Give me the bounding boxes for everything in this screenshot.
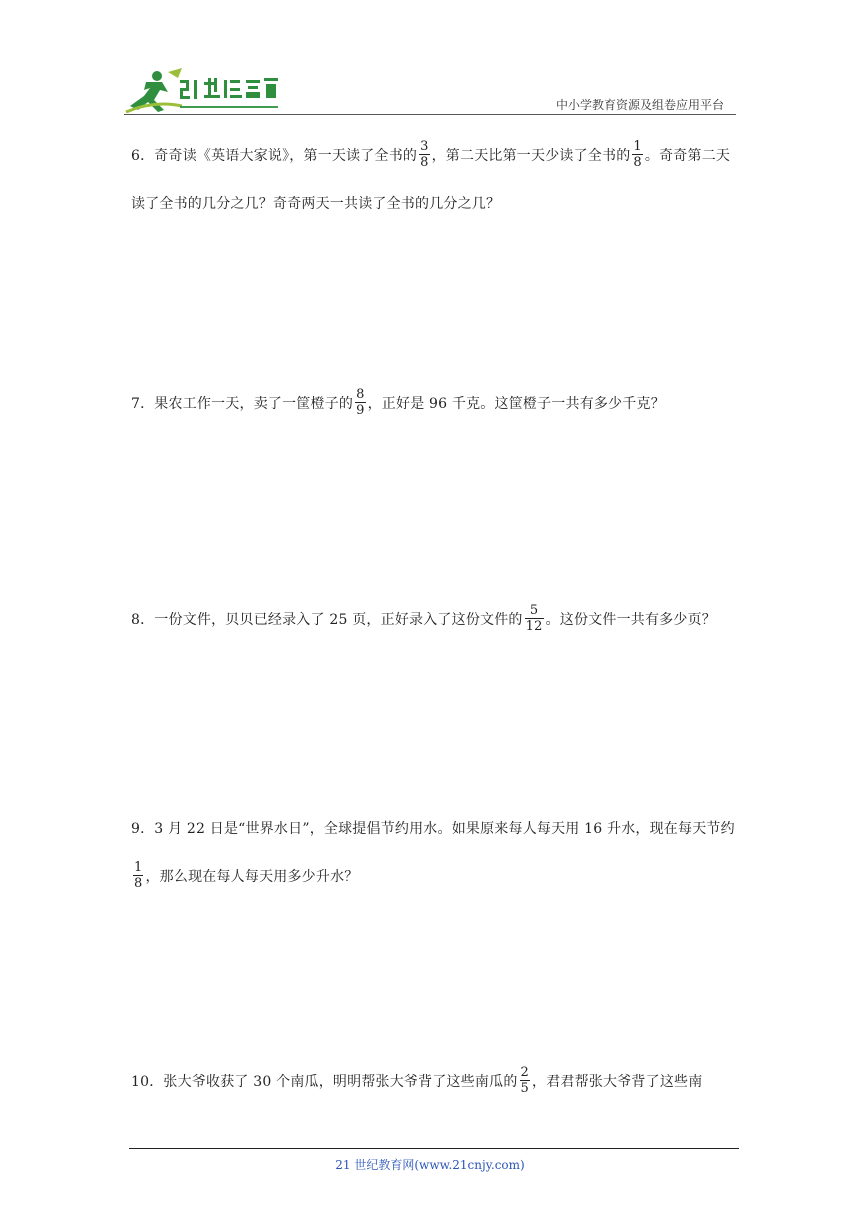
header-divider (124, 114, 736, 115)
question-text: 。奇奇第二天读了全书的几分之几？奇奇两天一共读了全书的几分之几？ (131, 148, 731, 212)
fraction: $\frac{1}{8}$ (134, 859, 143, 891)
runner-logo-icon (124, 66, 294, 118)
question-text: 7．果农工作一天，卖了一筐橙子的 (131, 396, 354, 412)
question-6 (131, 132, 741, 228)
question-10 (131, 1058, 741, 1106)
platform-title: 中小学教育资源及组卷应用平台 (555, 98, 724, 112)
site-logo (124, 66, 294, 118)
question-9 (131, 805, 741, 901)
fraction: $\frac{3}{8}$ (420, 138, 429, 170)
fraction: $\frac{5}{12}$ (525, 602, 543, 634)
question-7 (131, 380, 741, 428)
question-text: ，君君帮张大爷背了这些南 (532, 1074, 703, 1090)
question-text: 。这份文件一共有多少页？ (545, 612, 716, 628)
footer-divider (129, 1148, 739, 1149)
fraction: $\frac{1}{8}$ (633, 138, 642, 170)
fraction: $\frac{8}{9}$ (356, 386, 365, 418)
question-text: ，正好是 96 千克。这筐橙子一共有多少千克？ (367, 396, 665, 412)
question-text: 9．3 月 22 日是“世界水日”，全球提倡节约用水。如果原来每人每天用 16 升水，现在每天节约 (131, 821, 735, 837)
question-text: 8．一份文件，贝贝已经录入了 25 页，正好录入了这份文件的 (131, 612, 523, 628)
question-text: ，第二天比第一天少读了全书的 (431, 148, 631, 164)
fraction: $\frac{2}{5}$ (520, 1064, 530, 1096)
question-text: 10．张大爷收获了 30 个南瓜，明明帮张大爷背了这些南瓜的 (131, 1074, 518, 1090)
question-8 (131, 596, 741, 644)
page-header (0, 0, 860, 120)
question-text: 6．奇奇读《英语大家说》，第一天读了全书的 (131, 148, 418, 164)
question-text: ，那么现在每人每天用多少升水？ (145, 869, 359, 885)
footer-link[interactable]: 21 世纪教育网(www.21cnjy.com) (335, 1158, 525, 1172)
